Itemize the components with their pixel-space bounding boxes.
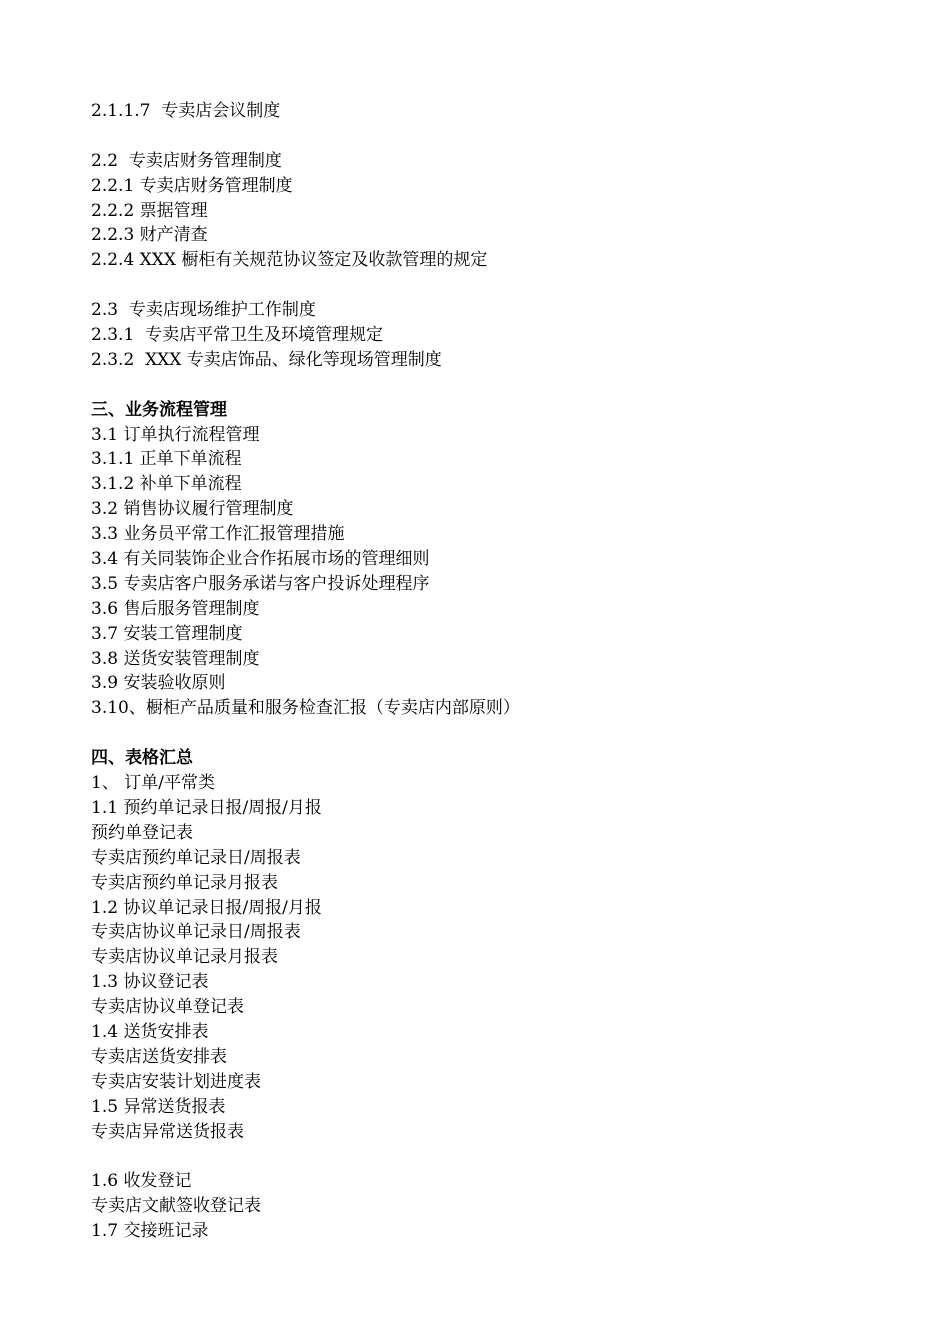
- toc-line: 1.2 协议单记录日报/周报/月报: [91, 897, 322, 918]
- toc-line: 2.3.2 XXX 专卖店饰品、绿化等现场管理制度: [91, 349, 442, 370]
- toc-line: 1.3 协议登记表: [91, 972, 209, 993]
- toc-line: 3.7 安装工管理制度: [91, 623, 243, 644]
- toc-line: 3.2 销售协议履行管理制度: [91, 499, 294, 520]
- toc-line: 专卖店安装计划进度表: [91, 1071, 261, 1092]
- toc-line: 1.1 预约单记录日报/周报/月报: [91, 797, 322, 818]
- toc-line: 专卖店预约单记录月报表: [91, 872, 278, 893]
- toc-line: 1.6 收发登记: [91, 1171, 192, 1192]
- toc-line: 3.3 业务员平常工作汇报管理措施: [91, 524, 345, 545]
- toc-line: 专卖店协议单登记表: [91, 997, 244, 1018]
- toc-line: 2.2.1 专卖店财务管理制度: [91, 175, 293, 196]
- blank-line: [91, 373, 911, 398]
- blank-line: [91, 273, 911, 298]
- toc-line: 2.2.4 XXX 橱柜有关规范协议签定及收款管理的规定: [91, 250, 488, 271]
- blank-line: [91, 124, 911, 149]
- toc-line: 专卖店预约单记录日/周报表: [91, 847, 301, 868]
- toc-line: 专卖店异常送货报表: [91, 1121, 244, 1142]
- toc-line: 专卖店文献签收登记表: [91, 1196, 261, 1217]
- section-heading: 四、表格汇总: [91, 748, 193, 769]
- toc-line: 3.6 售后服务管理制度: [91, 598, 260, 619]
- toc-line: 1.5 异常送货报表: [91, 1096, 226, 1117]
- section-heading: 三、业务流程管理: [91, 399, 227, 420]
- toc-line: 3.8 送货安装管理制度: [91, 648, 260, 669]
- toc-line: 3.1.1 正单下单流程: [91, 449, 242, 470]
- toc-line: 1.7 交接班记录: [91, 1221, 209, 1242]
- toc-line: 专卖店协议单记录日/周报表: [91, 922, 301, 943]
- toc-line: 3.5 专卖店客户服务承诺与客户投诉处理程序: [91, 573, 430, 594]
- blank-line: [91, 1144, 911, 1169]
- toc-line: 3.4 有关同装饰企业合作拓展市场的管理细则: [91, 549, 430, 570]
- toc-line: 1、 订单/平常类: [91, 773, 215, 794]
- toc-line: 3.10、橱柜产品质量和服务检查汇报（专卖店内部原则）: [91, 698, 520, 719]
- toc-line: 2.2.2 票据管理: [91, 200, 208, 221]
- toc-line: 3.1.2 补单下单流程: [91, 474, 242, 495]
- toc-line: 2.3.1 专卖店平常卫生及环境管理规定: [91, 325, 384, 346]
- toc-line: 预约单登记表: [91, 822, 193, 843]
- toc-line: 2.3 专卖店现场维护工作制度: [91, 300, 316, 321]
- toc-line: 3.9 安装验收原则: [91, 673, 226, 694]
- blank-line: [91, 721, 911, 746]
- toc-line: 1.4 送货安排表: [91, 1021, 209, 1042]
- toc-line: 3.1 订单执行流程管理: [91, 424, 260, 445]
- toc-line: 2.1.1.7 专卖店会议制度: [91, 101, 281, 121]
- document-page: [91, 99, 911, 1244]
- toc-line: 2.2 专卖店财务管理制度: [91, 150, 282, 171]
- toc-line: 2.2.3 财产清查: [91, 225, 208, 246]
- toc-line: 专卖店协议单记录月报表: [91, 947, 278, 968]
- toc-line: 专卖店送货安排表: [91, 1046, 227, 1067]
